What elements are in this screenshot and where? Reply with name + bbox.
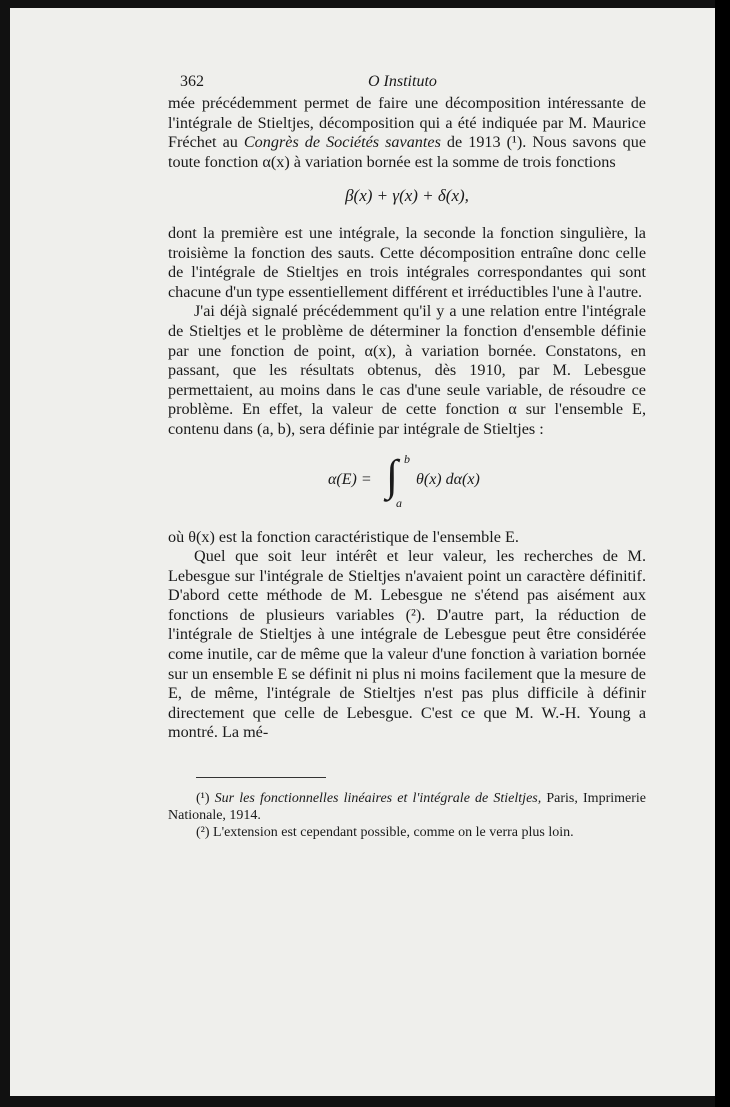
page-number: 362 bbox=[180, 73, 204, 90]
footnote-2: (²) L'extension est cependant possible, comme on le verra plus loin. bbox=[196, 825, 574, 841]
page-header bbox=[168, 68, 646, 94]
integral-integrand: θ(x) dα(x) bbox=[416, 470, 480, 488]
running-head: O Instituto bbox=[368, 73, 437, 90]
paragraph-1-end: de 1913 (¹). Nous savons que toute fonction α(x) à variation bornée est la somme de trois fonctions bbox=[168, 133, 646, 171]
paragraph-2: dont la première est une intégrale, la seconde la fonction singulière, la troisième la fonction des sauts. Cette décomposition entraîne donc celle de l'intégrale de Stieltjes en trois intégrales correspondantes qui sont chacune d'un type essentiellement différent et irréductibles l'une à l'autre. bbox=[168, 223, 646, 301]
integral-upper-bound: b bbox=[404, 451, 410, 466]
equation-sum: β(x) + γ(x) + δ(x), bbox=[345, 186, 469, 206]
paragraph-1-start: mée précédemment permet de faire une décomposition intéressante de l'intégrale de Stieltjes, décomposition qui a été indiquée par M. Maurice Fréchet au bbox=[168, 94, 646, 152]
footnotes bbox=[168, 790, 646, 841]
footnote-divider bbox=[196, 777, 326, 778]
paragraph-1 bbox=[168, 94, 646, 172]
footnote-1 bbox=[168, 790, 646, 824]
footnote-1-mark: (¹) bbox=[196, 791, 210, 807]
scan-border bbox=[715, 0, 730, 1107]
page-content bbox=[168, 68, 646, 841]
integral-lower-bound: a bbox=[396, 495, 402, 510]
integral-sign: ∫ bbox=[386, 450, 399, 500]
footnote-1-rest: Paris, Imprimerie Nationale, 1914. bbox=[168, 791, 646, 824]
paragraph-5: Quel que soit leur intérêt et leur valeur, les recherches de M. Lebesgue sur l'intégrale de Stieltjes n'avaient point un caractère définitif. D'abord cette méthode de M. Lebesgue ne s'étend pas aisément aux fonctions de plusieurs variables (²). D'autre part, la réduction de l'intégrale de Stieltjes à une intégrale de Lebesgue peut être considérée come inutile, car de même que la valeur d'une fonction à variation bornée sur un ensemble E se définit ni plus ni moins facilement que la mesure de E, de même, l'intégrale de Stieltjes n'est pas plus difficile à définir directement que celle de Lebesgue. C'est ce que M. W.-H. Young a montré. La mé- bbox=[168, 547, 646, 742]
paragraph-3: J'ai déjà signalé précédemment qu'il y a une relation entre l'intégrale de Stieltjes et le problème de déterminer la fonction d'ensemble définie par une fonction de point, α(x), à variation bornée. Constatons, en passant, que les résultats obtenus, dès 1910, par M. Lebesgue permettaient, au moins dans le cas d'une seule variable, de résoudre ce problème. En effet, la valeur de cette fonction α sur l'ensemble E, contenu dans (a, b), sera définie par intégrale de Stieltjes : bbox=[168, 302, 646, 438]
equation-integral bbox=[168, 448, 646, 518]
footnote-1-title: Sur les fonctionnelles linéaires et l'intégrale de Stieltjes, bbox=[214, 791, 542, 807]
integral-lhs: α(E) = bbox=[328, 470, 372, 488]
body-text bbox=[168, 94, 646, 743]
page bbox=[10, 8, 715, 1096]
paragraph-1-italic: Congrès de Sociétés savantes bbox=[243, 133, 441, 152]
paragraph-4: où θ(x) est la fonction caractéristique de l'ensemble E. bbox=[168, 527, 519, 546]
